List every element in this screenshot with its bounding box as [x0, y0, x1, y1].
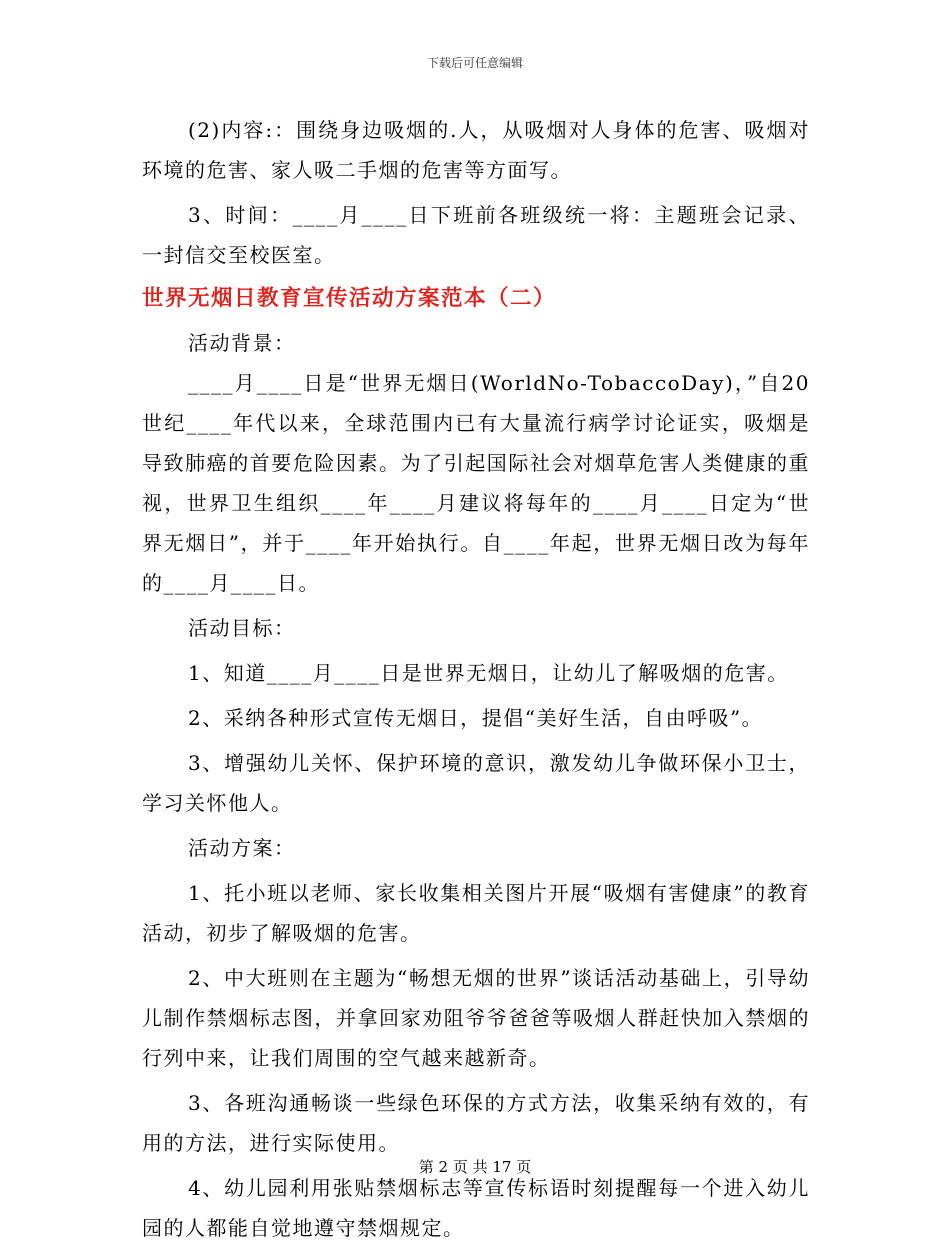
time-item: 3、时间：____月____日下班前各班级统一将：主题班会记录、一封信交至校医室。 [142, 203, 810, 267]
goals-heading: 活动目标： [188, 616, 296, 640]
goal-item: 3、增强幼儿关怀、保护环境的意识，激发幼儿争做环保小卫士，学习关怀他人。 [142, 751, 810, 815]
background-paragraph: ____月____日是“世界无烟日(WorldNo-TobaccoDay)，”自20世纪____年代以来，全球范围内已有大量流行病学讨论证实，吸烟是导致肺癌的首要危险因素。为了引起国际社会对烟草危害人类健康的重视，世界卫生组织____年____月建议将每年的____月____日定为“世界无烟日”，并于____年开始执行。自____年起，世界无烟日改为每年的____月____日。 [142, 371, 810, 595]
content-item: (2)内容:：围绕身边吸烟的.人，从吸烟对人身体的危害、吸烟对环境的危害、家人吸二手烟的危害等方面写。 [142, 118, 810, 182]
plan-item: 4、幼儿园利用张贴禁烟标志等宣传标语时刻提醒每一个进入幼儿园的人都能自觉地遵守禁烟规定。 [142, 1176, 810, 1240]
goal-item: 2、采纳各种形式宣传无烟日，提倡“美好生活，自由呼吸”。 [188, 706, 764, 730]
page-footer: 第 2 页 共 17 页 [418, 1158, 532, 1176]
goal-item: 1、知道____月____日是世界无烟日，让幼儿了解吸烟的危害。 [188, 661, 789, 685]
document-body [142, 110, 810, 1248]
page-header: 下载后可任意编辑 [426, 56, 523, 70]
plan-heading: 活动方案： [188, 836, 296, 860]
plan-item: 1、托小班以老师、家长收集相关图片开展“吸烟有害健康”的教育活动，初步了解吸烟的危害。 [142, 881, 810, 945]
section-title: 世界无烟日教育宣传活动方案范本（二） [142, 286, 557, 311]
plan-item: 3、各班沟通畅谈一些绿色环保的方式方法，收集采纳有效的，有用的方法，进行实际使用。 [142, 1091, 810, 1155]
background-heading: 活动背景： [188, 331, 296, 355]
plan-item: 2、中大班则在主题为“畅想无烟的世界”谈话活动基础上，引导幼儿制作禁烟标志图，并拿回家劝阻爷爷爸爸等吸烟人群赶快加入禁烟的行列中来，让我们周围的空气越来越新奇。 [142, 966, 810, 1070]
